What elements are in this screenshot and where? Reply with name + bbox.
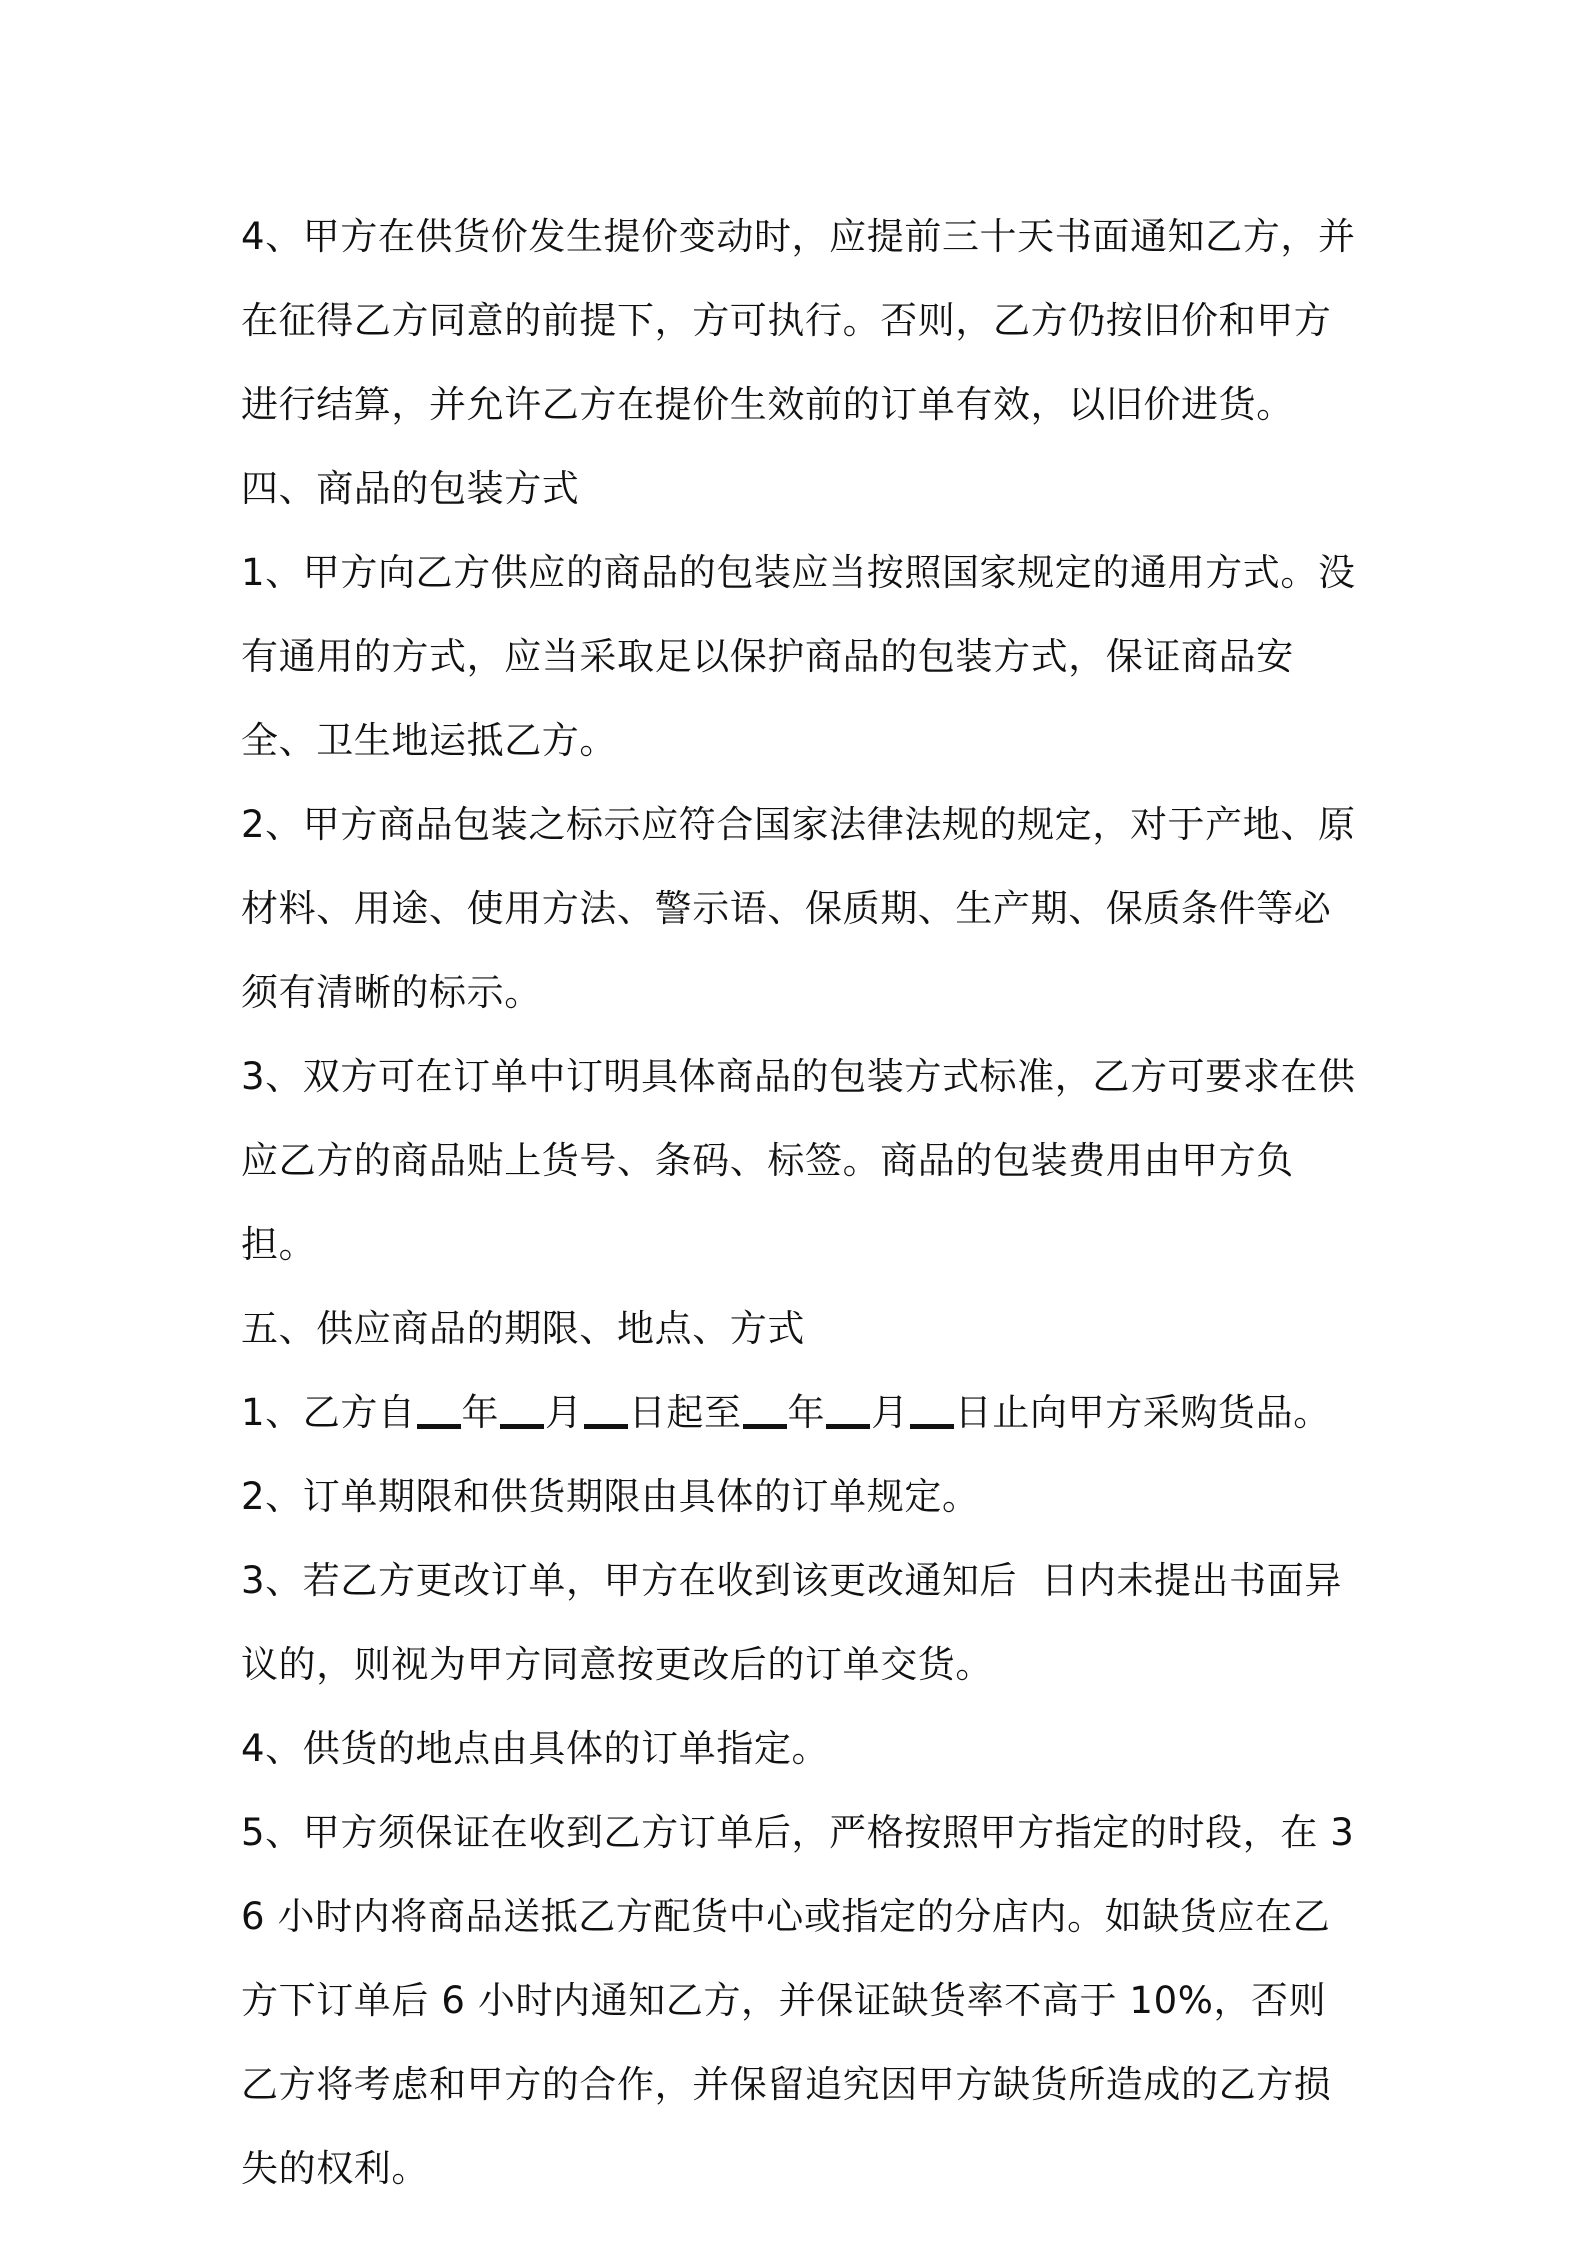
clause-packaging-labeling: 2、甲方商品包装之标示应符合国家法律法规的规定，对于产地、原材料、用途、使用方法、警示语、保质期、生产期、保质条件等必须有清晰的标示。 bbox=[241, 803, 1356, 1014]
clause-packaging-order: 3、双方可在订单中订明具体商品的包装方式标准，乙方可要求在供应乙方的商品贴上货号、条码、标签。商品的包装费用由甲方负担。 bbox=[241, 1055, 1356, 1266]
blank-line bbox=[500, 1395, 544, 1429]
date-part: 月 bbox=[871, 1391, 909, 1434]
clause-price-change: 4、甲方在供货价发生提价变动时，应提前三十天书面通知乙方，并在征得乙方同意的前提下，方可执行。否则，乙方仍按旧价和甲方进行结算，并允许乙方在提价生效前的订单有效，以旧价进货。 bbox=[241, 215, 1356, 426]
blank-line bbox=[826, 1395, 870, 1429]
clause-supply-period bbox=[241, 1371, 1361, 1455]
clause-order-period: 2、订单期限和供货期限由具体的订单规定。 bbox=[241, 1475, 980, 1518]
date-part: 日起至 bbox=[628, 1391, 742, 1434]
blank-line bbox=[743, 1395, 787, 1429]
clause-order-change-after: 日内未提出书面异议的，则视为甲方同意按更改后的订单交货。 bbox=[241, 1559, 1342, 1686]
clause-order-change bbox=[241, 1539, 1361, 1707]
section-heading-supply: 五、供应商品的期限、地点、方式 bbox=[241, 1307, 805, 1350]
clause-delivery-guarantee: 5、甲方须保证在收到乙方订单后，严格按照甲方指定的时段，在 36 小时内将商品送抵乙方配货中心或指定的分店内。如缺货应在乙方下订单后 6 小时内通知乙方，并保证缺货率不高于 10%，否则乙方将考虑和甲方的合作，并保留追究因甲方缺货所造成的乙方损失的权利。 bbox=[241, 1811, 1355, 2190]
date-part: 日止向甲方采购货品。 bbox=[954, 1391, 1331, 1434]
document-body bbox=[241, 195, 1361, 2211]
clause-packaging-standard: 1、甲方向乙方供应的商品的包装应当按照国家规定的通用方式。没有通用的方式，应当采取足以保护商品的包装方式，保证商品安全、卫生地运抵乙方。 bbox=[241, 551, 1356, 762]
section-heading-packaging: 四、商品的包装方式 bbox=[241, 467, 580, 510]
blank-line bbox=[910, 1395, 954, 1429]
clause-delivery-location: 4、供货的地点由具体的订单指定。 bbox=[241, 1727, 830, 1770]
date-part: 年 bbox=[461, 1391, 500, 1434]
clause-order-change-before: 3、若乙方更改订单，甲方在收到该更改通知后 bbox=[241, 1559, 1018, 1602]
blank-line bbox=[417, 1395, 461, 1429]
blank-line bbox=[584, 1395, 628, 1429]
date-part: 年 bbox=[787, 1391, 826, 1434]
date-part: 月 bbox=[545, 1391, 583, 1434]
clause-supply-period-prefix: 1、乙方自 bbox=[241, 1391, 416, 1434]
